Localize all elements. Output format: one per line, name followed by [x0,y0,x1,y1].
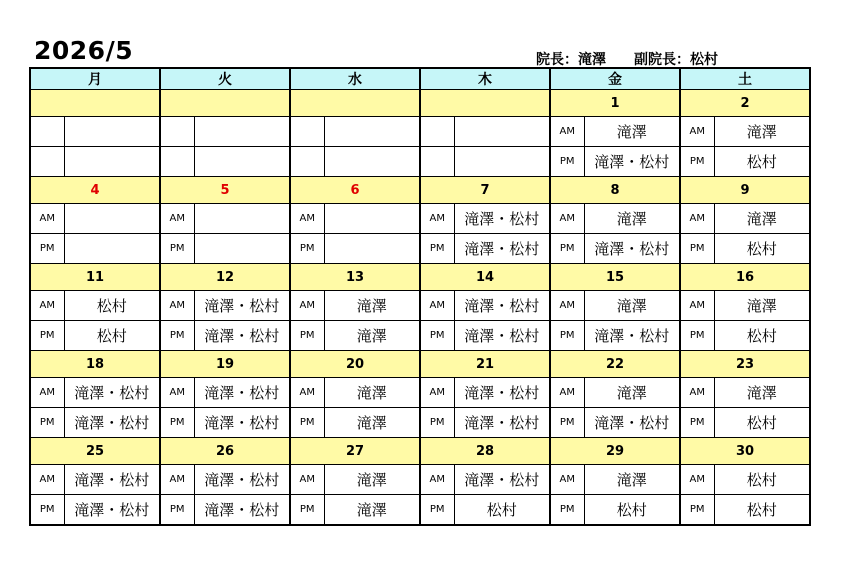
date-cell: 30 [680,438,810,465]
doctor-cell: 滝澤・松村 [584,234,680,264]
doctor-cell: 滝澤 [714,204,810,234]
doctor-cell: 松村 [714,495,810,526]
doctor-cell: 滝澤・松村 [64,408,160,438]
doctor-cell: 滝澤・松村 [194,408,290,438]
am-label: AM [550,204,584,234]
pm-label: PM [290,234,324,264]
pm-row [30,147,810,177]
date-cell: 27 [290,438,420,465]
doctor-cell: 滝澤 [324,378,420,408]
doctor-cell: 滝澤 [714,117,810,147]
am-label [160,117,194,147]
pm-label: PM [680,321,714,351]
date-cell: 5 [160,177,290,204]
pm-label: PM [420,495,454,526]
date-cell: 7 [420,177,550,204]
date-row [30,438,810,465]
date-cell [420,90,550,117]
pm-label: PM [420,234,454,264]
doctor-cell: 滝澤・松村 [584,321,680,351]
doctor-cell: 滝澤 [714,378,810,408]
date-row [30,264,810,291]
doctor-cell: 滝澤・松村 [454,321,550,351]
doctor-cell: 松村 [714,147,810,177]
weekday-header: 木 [420,68,550,90]
pm-label: PM [420,408,454,438]
am-row [30,204,810,234]
pm-label: PM [30,495,64,526]
date-cell: 12 [160,264,290,291]
date-cell: 9 [680,177,810,204]
pm-row [30,408,810,438]
doctor-cell [194,147,290,177]
doctor-cell: 滝澤・松村 [194,495,290,526]
doctor-cell: 滝澤 [584,465,680,495]
date-cell: 15 [550,264,680,291]
doctor-cell: 滝澤 [324,321,420,351]
pm-label [420,147,454,177]
pm-label: PM [550,408,584,438]
doctor-cell: 滝澤 [714,291,810,321]
am-row [30,465,810,495]
doctor-cell [324,234,420,264]
am-label [30,117,64,147]
pm-row [30,321,810,351]
doctor-cell [64,147,160,177]
doctor-cell: 滝澤・松村 [454,408,550,438]
doctor-cell: 松村 [64,321,160,351]
pm-label: PM [290,495,324,526]
doctor-cell: 滝澤 [324,495,420,526]
doctor-cell [64,117,160,147]
doctor-cell: 松村 [714,234,810,264]
weekday-header: 土 [680,68,810,90]
date-cell: 25 [30,438,160,465]
am-label: AM [680,465,714,495]
doctor-cell: 滝澤 [584,291,680,321]
doctor-cell: 滝澤・松村 [194,291,290,321]
doctor-cell [64,204,160,234]
doctor-cell: 滝澤・松村 [64,378,160,408]
doctor-cell [194,117,290,147]
pm-label: PM [290,408,324,438]
weekday-header: 金 [550,68,680,90]
doctor-cell [324,147,420,177]
am-row [30,291,810,321]
am-label: AM [420,465,454,495]
date-cell: 18 [30,351,160,378]
am-label: AM [30,291,64,321]
date-cell: 4 [30,177,160,204]
pm-label: PM [550,234,584,264]
doctor-cell: 滝澤・松村 [64,495,160,526]
date-cell: 26 [160,438,290,465]
doctor-cell: 滝澤・松村 [194,378,290,408]
date-cell: 23 [680,351,810,378]
date-row [30,177,810,204]
date-cell [160,90,290,117]
am-label: AM [290,204,324,234]
doctor-cell: 滝澤 [324,291,420,321]
doctor-cell: 滝澤・松村 [194,465,290,495]
weekday-header-row [30,68,810,90]
doctor-cell: 松村 [714,465,810,495]
date-cell [290,90,420,117]
pm-row [30,495,810,526]
calendar-title: 2026/5 [34,36,134,65]
doctor-cell: 滝澤・松村 [454,465,550,495]
am-label: AM [160,291,194,321]
date-cell: 14 [420,264,550,291]
am-label: AM [550,291,584,321]
am-label: AM [420,204,454,234]
date-cell: 2 [680,90,810,117]
date-cell: 13 [290,264,420,291]
weekday-header: 月 [30,68,160,90]
date-cell: 11 [30,264,160,291]
doctor-cell [324,117,420,147]
doctor-cell: 滝澤・松村 [454,204,550,234]
date-cell: 19 [160,351,290,378]
doctor-cell: 滝澤・松村 [454,291,550,321]
pm-label: PM [160,495,194,526]
am-label [420,117,454,147]
date-cell: 16 [680,264,810,291]
pm-label: PM [290,321,324,351]
pm-label: PM [30,408,64,438]
doctor-cell [194,234,290,264]
am-label: AM [550,117,584,147]
am-label: AM [30,204,64,234]
doctor-cell: 滝澤 [584,204,680,234]
am-label: AM [550,378,584,408]
date-cell: 20 [290,351,420,378]
doctor-cell: 滝澤・松村 [194,321,290,351]
weekday-header: 水 [290,68,420,90]
date-cell: 21 [420,351,550,378]
pm-label: PM [160,234,194,264]
schedule-calendar [29,67,811,526]
doctor-cell: 松村 [584,495,680,526]
am-label: AM [160,378,194,408]
staff-info [536,49,718,69]
pm-label [160,147,194,177]
pm-label: PM [550,147,584,177]
date-cell: 1 [550,90,680,117]
doctor-cell [194,204,290,234]
pm-label: PM [680,234,714,264]
date-cell: 28 [420,438,550,465]
doctor-cell: 滝澤 [584,117,680,147]
pm-label: PM [550,495,584,526]
doctor-cell: 滝澤 [324,465,420,495]
am-label: AM [680,378,714,408]
am-label: AM [290,291,324,321]
doctor-cell: 松村 [64,291,160,321]
pm-label: PM [550,321,584,351]
am-label: AM [290,378,324,408]
doctor-cell [64,234,160,264]
doctor-cell: 滝澤・松村 [584,408,680,438]
am-label [290,117,324,147]
pm-label: PM [680,408,714,438]
director-label: 院長：滝澤 [536,52,606,68]
pm-label: PM [30,234,64,264]
vice-director-label: 副院長：松村 [634,52,718,68]
date-row [30,351,810,378]
pm-label: PM [420,321,454,351]
doctor-cell [324,204,420,234]
weekday-header: 火 [160,68,290,90]
doctor-cell [454,147,550,177]
pm-label [30,147,64,177]
am-label: AM [680,117,714,147]
pm-label: PM [680,147,714,177]
pm-row [30,234,810,264]
am-label: AM [420,378,454,408]
am-label: AM [680,291,714,321]
am-label: AM [550,465,584,495]
doctor-cell: 滝澤 [584,378,680,408]
pm-label: PM [160,408,194,438]
date-cell: 29 [550,438,680,465]
date-row [30,90,810,117]
am-label: AM [680,204,714,234]
pm-label: PM [30,321,64,351]
am-label: AM [160,204,194,234]
doctor-cell: 滝澤・松村 [454,234,550,264]
doctor-cell: 滝澤 [324,408,420,438]
doctor-cell: 滝澤・松村 [454,378,550,408]
doctor-cell: 松村 [714,408,810,438]
doctor-cell: 滝澤・松村 [584,147,680,177]
am-row [30,117,810,147]
pm-label [290,147,324,177]
am-label: AM [420,291,454,321]
date-cell [30,90,160,117]
pm-label: PM [680,495,714,526]
date-cell: 22 [550,351,680,378]
doctor-cell [454,117,550,147]
doctor-cell: 滝澤・松村 [64,465,160,495]
doctor-cell: 松村 [714,321,810,351]
date-cell: 6 [290,177,420,204]
date-cell: 8 [550,177,680,204]
am-label: AM [30,465,64,495]
pm-label: PM [160,321,194,351]
doctor-cell: 松村 [454,495,550,526]
am-label: AM [30,378,64,408]
am-label: AM [160,465,194,495]
am-label: AM [290,465,324,495]
am-row [30,378,810,408]
